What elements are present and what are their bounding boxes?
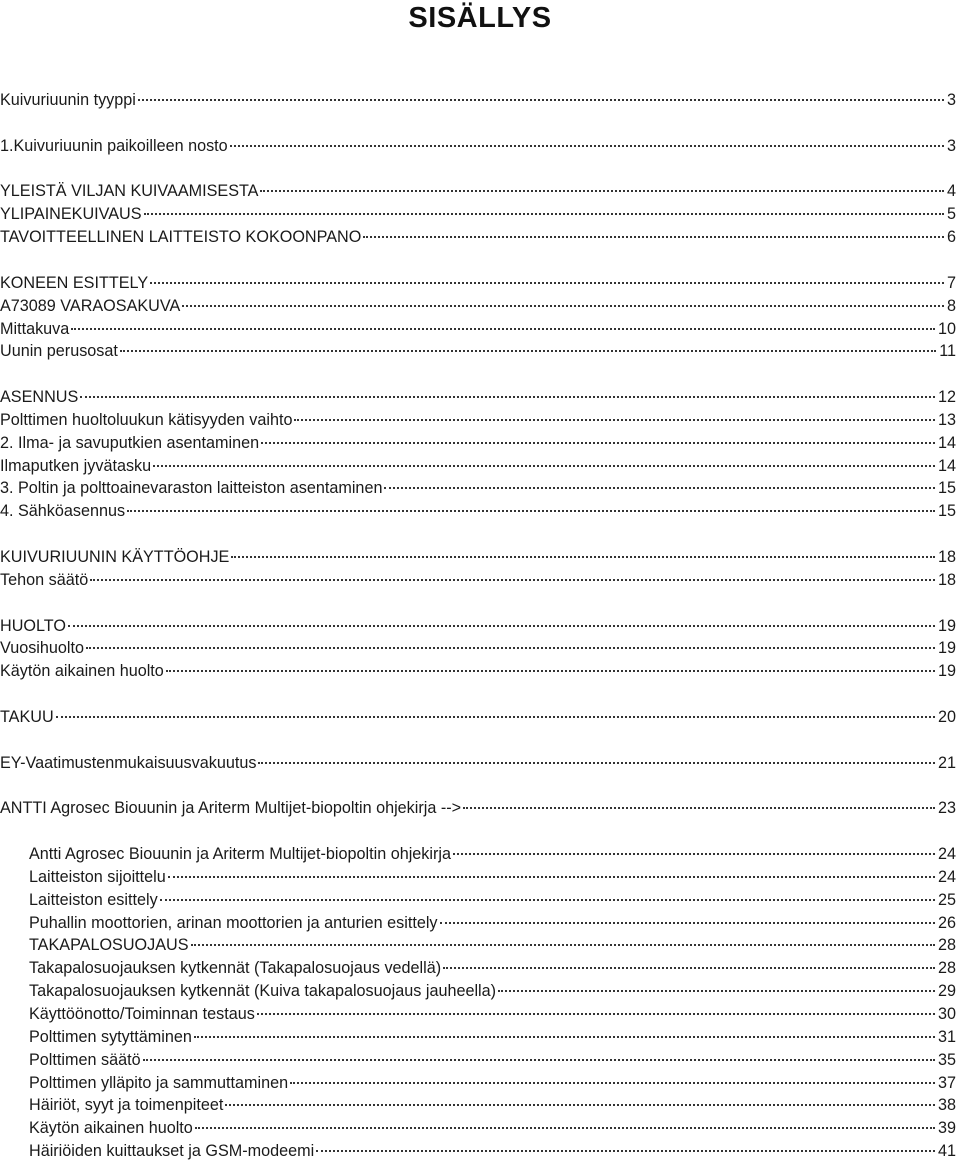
toc-entry-label: Antti Agrosec Biouunin ja Ariterm Multijet-biopoltin ohjekirja — [29, 845, 451, 863]
toc-entry-label: YLIPAINEKUIVAUS — [0, 205, 142, 223]
toc-entry-page-number: 35 — [937, 1051, 956, 1069]
toc-entry-page-number: 12 — [937, 388, 956, 406]
toc-entry-label: 3. Poltin ja polttoainevaraston laitteiston asentaminen — [0, 479, 383, 497]
toc-entry-page-number: 14 — [937, 434, 956, 452]
toc-entry[interactable] — [0, 797, 956, 819]
toc-entry[interactable] — [29, 843, 956, 865]
toc-entry[interactable] — [29, 1094, 956, 1116]
toc-entry-page-number: 18 — [937, 571, 956, 589]
toc-entry[interactable] — [0, 546, 956, 568]
toc-entry-page-number: 39 — [937, 1119, 956, 1137]
dot-leader — [498, 990, 935, 992]
toc-entry[interactable] — [29, 1117, 956, 1139]
toc-entry-label: EY-Vaatimustenmukaisuusvakuutus — [0, 754, 257, 772]
toc-entry[interactable] — [0, 706, 956, 728]
toc-entry[interactable] — [0, 637, 956, 659]
toc-entry[interactable] — [0, 340, 956, 362]
dot-leader — [160, 899, 935, 901]
toc-entry[interactable] — [29, 1140, 956, 1162]
dot-leader — [120, 350, 936, 352]
dot-leader — [138, 99, 944, 101]
toc-entry-label: Takapalosuojauksen kytkennät (Takapalosuojaus vedellä) — [29, 959, 442, 977]
toc-entry-page-number: 18 — [937, 548, 956, 566]
toc-entry[interactable] — [29, 866, 956, 888]
toc-entry[interactable] — [0, 660, 956, 682]
toc-entry-page-number: 15 — [937, 502, 956, 520]
toc-entry-page-number: 41 — [937, 1142, 956, 1160]
toc-entry-label: HUOLTO — [0, 617, 66, 635]
toc-entry-page-number: 37 — [937, 1074, 956, 1092]
toc-entry-page-number: 20 — [937, 708, 956, 726]
dot-leader — [68, 625, 935, 627]
toc-entry[interactable] — [29, 912, 956, 934]
toc-entry-page-number: 21 — [937, 754, 956, 772]
toc-entry-page-number: 29 — [937, 982, 956, 1000]
toc-entry-label: Uunin perusosat — [0, 342, 118, 360]
toc-entry-label: ASENNUS — [0, 388, 79, 406]
toc-entry-label: Takapalosuojauksen kytkennät (Kuiva takapalosuojaus jauheella) — [29, 982, 497, 1000]
toc-entry-label: 4. Sähköasennus — [0, 502, 126, 520]
toc-entry-page-number: 31 — [937, 1028, 956, 1046]
page-title: SISÄLLYS — [408, 2, 552, 34]
toc-entry[interactable] — [29, 1049, 956, 1071]
toc-entry-label: YLEISTÄ VILJAN KUIVAAMISESTA — [0, 182, 259, 200]
toc-entry-page-number: 14 — [937, 457, 956, 475]
toc-entry[interactable] — [29, 980, 956, 1002]
toc-entry[interactable] — [0, 432, 956, 454]
dot-leader — [195, 1127, 935, 1129]
toc-entry-page-number: 30 — [937, 1005, 956, 1023]
toc-entry-page-number: 11 — [939, 342, 956, 360]
dot-leader — [168, 876, 935, 878]
dot-leader — [290, 1082, 935, 1084]
toc-entry-label: Polttimen ylläpito ja sammuttaminen — [29, 1074, 289, 1092]
toc-entry-label: Kuivuriuunin tyyppi — [0, 91, 136, 109]
toc-entry-page-number: 26 — [937, 914, 956, 932]
dot-leader — [86, 647, 935, 649]
toc-entry[interactable] — [0, 135, 956, 157]
dot-leader — [127, 510, 935, 512]
toc-entry[interactable] — [0, 500, 956, 522]
toc-entry-page-number: 23 — [937, 799, 956, 817]
toc-entry[interactable] — [29, 934, 956, 956]
dot-leader — [440, 922, 935, 924]
toc-entry-page-number: 13 — [937, 411, 956, 429]
dot-leader — [443, 967, 935, 969]
dot-leader — [90, 579, 935, 581]
toc-entry[interactable] — [0, 226, 956, 248]
toc-entry-label: Polttimen huoltoluukun kätisyyden vaihto — [0, 411, 293, 429]
dot-leader — [261, 442, 935, 444]
dot-leader — [80, 396, 935, 398]
toc-entry-label: Laitteiston sijoittelu — [29, 868, 166, 886]
dot-leader — [56, 716, 935, 718]
toc-entry[interactable] — [0, 409, 956, 431]
toc-entry-label: TAKAPALOSUOJAUS — [29, 936, 189, 954]
toc-entry-page-number: 10 — [937, 320, 956, 338]
dot-leader — [182, 305, 944, 307]
toc-entry-label: Polttimen sytyttäminen — [29, 1028, 192, 1046]
toc-entry[interactable] — [0, 295, 956, 317]
toc-entry-page-number: 4 — [946, 182, 956, 200]
dot-leader — [166, 670, 935, 672]
dot-leader — [143, 1059, 935, 1061]
toc-entry-page-number: 28 — [937, 936, 956, 954]
dot-leader — [258, 762, 935, 764]
toc-entry-page-number: 7 — [946, 274, 956, 292]
toc-entry[interactable] — [0, 752, 956, 774]
dot-leader — [153, 465, 935, 467]
toc-entry-label: TAKUU — [0, 708, 54, 726]
toc-entry-label: KONEEN ESITTELY — [0, 274, 149, 292]
toc-entry[interactable] — [0, 89, 956, 111]
dot-leader — [230, 145, 944, 147]
dot-leader — [71, 328, 935, 330]
dot-leader — [194, 1036, 935, 1038]
toc-entry-page-number: 19 — [937, 617, 956, 635]
dot-leader — [316, 1150, 935, 1152]
toc-entry[interactable] — [29, 1072, 956, 1094]
toc-entry-page-number: 3 — [946, 137, 956, 155]
dot-leader — [231, 556, 935, 558]
dot-leader — [384, 487, 935, 489]
toc-entry[interactable] — [0, 272, 956, 294]
dot-leader — [363, 236, 944, 238]
toc-entry-label: Polttimen säätö — [29, 1051, 141, 1069]
dot-leader — [294, 419, 935, 421]
toc-entry-label: Vuosihuolto — [0, 639, 84, 657]
toc-entry-label: KUIVURIUUNIN KÄYTTÖOHJE — [0, 548, 230, 566]
toc-entry-page-number: 15 — [937, 479, 956, 497]
toc-entry[interactable] — [0, 203, 956, 225]
toc-entry-page-number: 24 — [937, 845, 956, 863]
toc-entry-page-number: 6 — [946, 228, 956, 246]
dot-leader — [453, 853, 935, 855]
toc-entry-label: Käytön aikainen huolto — [29, 1119, 193, 1137]
toc-entry-label: ANTTI Agrosec Biouunin ja Ariterm Multijet-biopoltin ohjekirja --> — [0, 799, 462, 817]
toc-entry[interactable] — [0, 180, 956, 202]
toc-entry[interactable] — [0, 455, 956, 477]
toc-entry-label: Tehon säätö — [0, 571, 89, 589]
toc-entry-label: Häiriöt, syyt ja toimenpiteet — [29, 1096, 224, 1114]
toc-entry[interactable] — [0, 477, 956, 499]
toc-entry-label: TAVOITTEELLINEN LAITTEISTO KOKOONPANO — [0, 228, 362, 246]
dot-leader — [463, 807, 935, 809]
toc-entry[interactable] — [29, 1003, 956, 1025]
toc-entry[interactable] — [0, 318, 956, 340]
toc-entry-page-number: 24 — [937, 868, 956, 886]
toc-entry-page-number: 19 — [937, 662, 956, 680]
toc-entry-label: Ilmaputken jyvätasku — [0, 457, 152, 475]
toc-entry-label: Käyttöönotto/Toiminnan testaus — [29, 1005, 255, 1023]
toc-entry-label: Puhallin moottorien, arinan moottorien ja anturien esittely — [29, 914, 438, 932]
toc-entry-page-number: 5 — [946, 205, 956, 223]
toc-entry-label: Häiriöiden kuittaukset ja GSM-modeemi — [29, 1142, 315, 1160]
toc-entry-page-number: 3 — [946, 91, 956, 109]
toc-entry-label: Laitteiston esittely — [29, 891, 158, 909]
dot-leader — [225, 1104, 935, 1106]
toc-entry-label: A73089 VARAOSAKUVA — [0, 297, 181, 315]
dot-leader — [191, 944, 935, 946]
dot-leader — [257, 1013, 935, 1015]
toc-entry-page-number: 8 — [946, 297, 956, 315]
toc-entry-label: Käytön aikainen huolto — [0, 662, 164, 680]
toc-entry-page-number: 38 — [937, 1096, 956, 1114]
toc-entry-label: Mittakuva — [0, 320, 70, 338]
toc-entry-page-number: 25 — [937, 891, 956, 909]
toc-entry-label: 2. Ilma- ja savuputkien asentaminen — [0, 434, 260, 452]
toc-entry[interactable] — [0, 386, 956, 408]
dot-leader — [144, 213, 944, 215]
toc-entry[interactable] — [0, 569, 956, 591]
toc-entry[interactable] — [0, 615, 956, 637]
toc-entry[interactable] — [29, 957, 956, 979]
dot-leader — [150, 282, 944, 284]
toc-entry-label: 1.Kuivuriuunin paikoilleen nosto — [0, 137, 228, 155]
toc-entry-page-number: 28 — [937, 959, 956, 977]
dot-leader — [260, 190, 944, 192]
toc-entry[interactable] — [29, 889, 956, 911]
toc-entry[interactable] — [29, 1026, 956, 1048]
toc-entry-page-number: 19 — [937, 639, 956, 657]
